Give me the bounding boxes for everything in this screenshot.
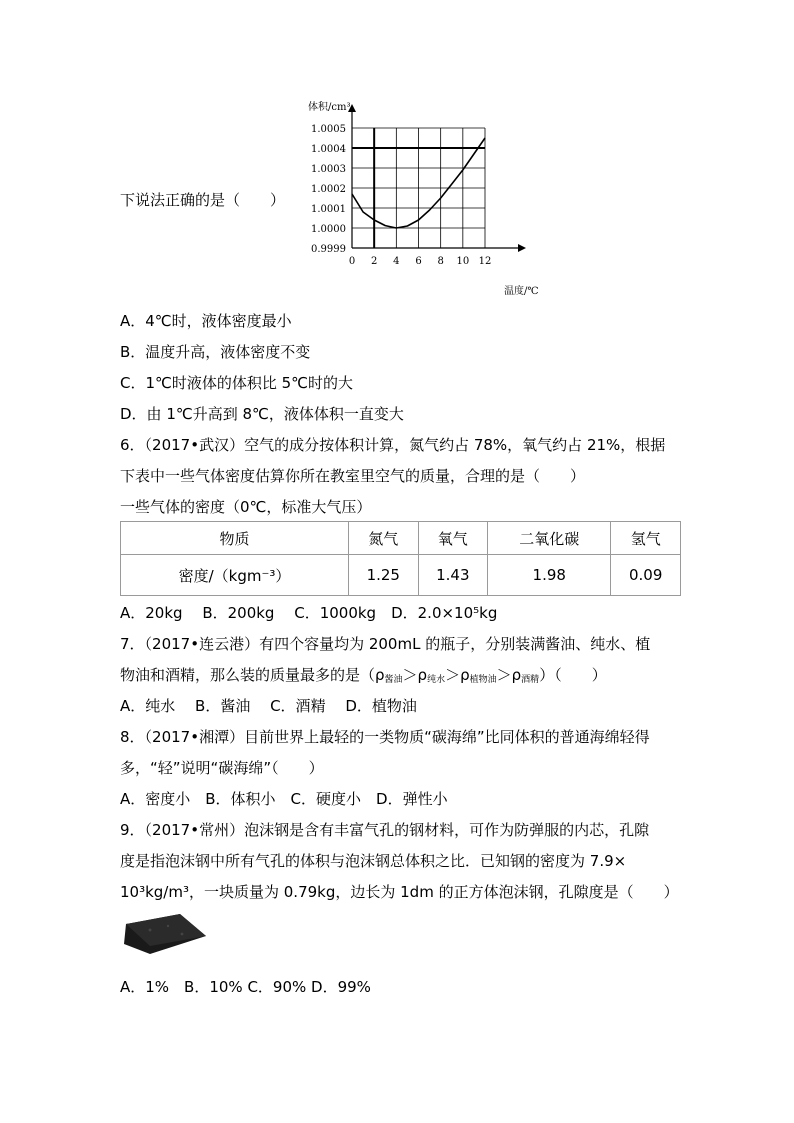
q6-table-caption: 一些气体的密度（0℃，标准大气压）: [120, 498, 372, 516]
q5-stem: 下说法正确的是（ ）: [120, 191, 286, 209]
y-tick-label: 1.0003: [311, 164, 346, 175]
q5-option-d: D．由 1℃升高到 8℃，液体体积一直变大: [120, 405, 404, 423]
x-tick-label: 8: [437, 256, 444, 267]
greater-than: ＞ρ: [496, 666, 522, 684]
table-header-cell: 物质: [121, 522, 349, 555]
q5-option-a: A．4℃时，液体密度最小: [120, 312, 292, 330]
table-header-cell: 氢气: [611, 522, 681, 555]
x-tick-label: 6: [415, 256, 422, 267]
q7-options: A．纯水 B．酱油 C．酒精 D．植物油: [120, 697, 417, 715]
y-tick-label: 1.0004: [311, 144, 346, 155]
subscript-pure-water: 纯水: [427, 675, 446, 685]
subscript-alcohol: 酒精: [521, 675, 540, 685]
x-tick-label: 12: [478, 256, 492, 267]
q6-options: A．20kg B．200kg C．1000kg D．2.0×10⁵kg: [120, 604, 498, 622]
graph-labels: [308, 100, 539, 297]
y-axis-label: 体积/cm³: [308, 102, 351, 113]
x-tick-label: 2: [370, 256, 378, 267]
q8-options: A．密度小 B．体积小 C．硬度小 D．弹性小: [120, 790, 448, 808]
subscript-soy-sauce: 酱油: [384, 675, 403, 685]
volume-temperature-graph: [300, 98, 550, 303]
x-axis-label: 温度/℃: [504, 286, 539, 297]
x-tick-label: 0: [348, 256, 356, 267]
q9-line-2: 度是指泡沫钢中所有气孔的体积与泡沫钢总体积之比．已知钢的密度为 7.9×: [120, 852, 627, 870]
graph-grid: [352, 128, 485, 248]
greater-than: ＞ρ: [445, 666, 470, 684]
subscript-vegetable-oil: 植物油: [469, 675, 497, 685]
q9-options: A．1% B．10% C．90% D．99%: [120, 978, 371, 996]
table-cell: 1.25: [349, 555, 419, 596]
y-tick-label: 1.0002: [311, 184, 346, 195]
y-tick-label: 0.9999: [311, 244, 346, 255]
table-cell: 0.09: [611, 555, 681, 596]
x-tick-label: 4: [393, 256, 400, 267]
q5-option-c: C．1℃时液体的体积比 5℃时的大: [120, 374, 354, 392]
greater-than: ＞ρ: [402, 666, 428, 684]
q7-line-2-suffix: ）（ ）: [539, 666, 607, 684]
q9-line-3: 10³kg/m³，一块质量为 0.79kg，边长为 1dm 的正方体泡沫钢，孔隙度是（ ）: [120, 883, 679, 901]
x-axis-arrow: [518, 244, 526, 252]
table-row: [121, 555, 681, 596]
y-tick-label: 1.0005: [311, 124, 346, 135]
table-header-cell: 氧气: [418, 522, 488, 555]
table-cell: 1.43: [418, 555, 488, 596]
y-tick-label: 1.0000: [311, 224, 346, 235]
table-row-label: 密度/（kgm⁻³）: [121, 555, 349, 596]
q8-line-2: 多，“轻”说明“碳海绵”（ ）: [120, 759, 324, 777]
table-header-cell: 二氧化碳: [488, 522, 611, 555]
q7-line-2: [120, 665, 607, 690]
table-cell: 1.98: [488, 555, 611, 596]
q6-line-1: 6．（2017•武汉）空气的成分按体积计算，氮气约占 78%，氧气约占 21%，根据: [120, 436, 666, 454]
y-tick-label: 1.0001: [311, 204, 346, 215]
q7-line-2-prefix: 物油和酒精，那么装的质量最多的是（ρ: [120, 666, 385, 684]
q7-line-1: 7．（2017•连云港）有四个容量均为 200mL 的瓶子，分别装满酱油、纯水、植: [120, 635, 651, 653]
foam-steel-image: [120, 910, 210, 960]
table-header-row: [121, 522, 681, 555]
table-header-cell: 氮气: [349, 522, 419, 555]
x-tick-label: 10: [456, 256, 470, 267]
q9-line-1: 9．（2017•常州）泡沫钢是含有丰富气孔的钢材料，可作为防弹服的内芯，孔隙: [120, 821, 650, 839]
gas-density-table: [120, 521, 681, 596]
q5-option-b: B．温度升高，液体密度不变: [120, 343, 311, 361]
q8-line-1: 8．（2017•湘潭）目前世界上最轻的一类物质“碳海绵”比同体积的普通海绵轻得: [120, 728, 650, 746]
q6-line-2: 下表中一些气体密度估算你所在教室里空气的质量，合理的是（ ）: [120, 467, 586, 485]
